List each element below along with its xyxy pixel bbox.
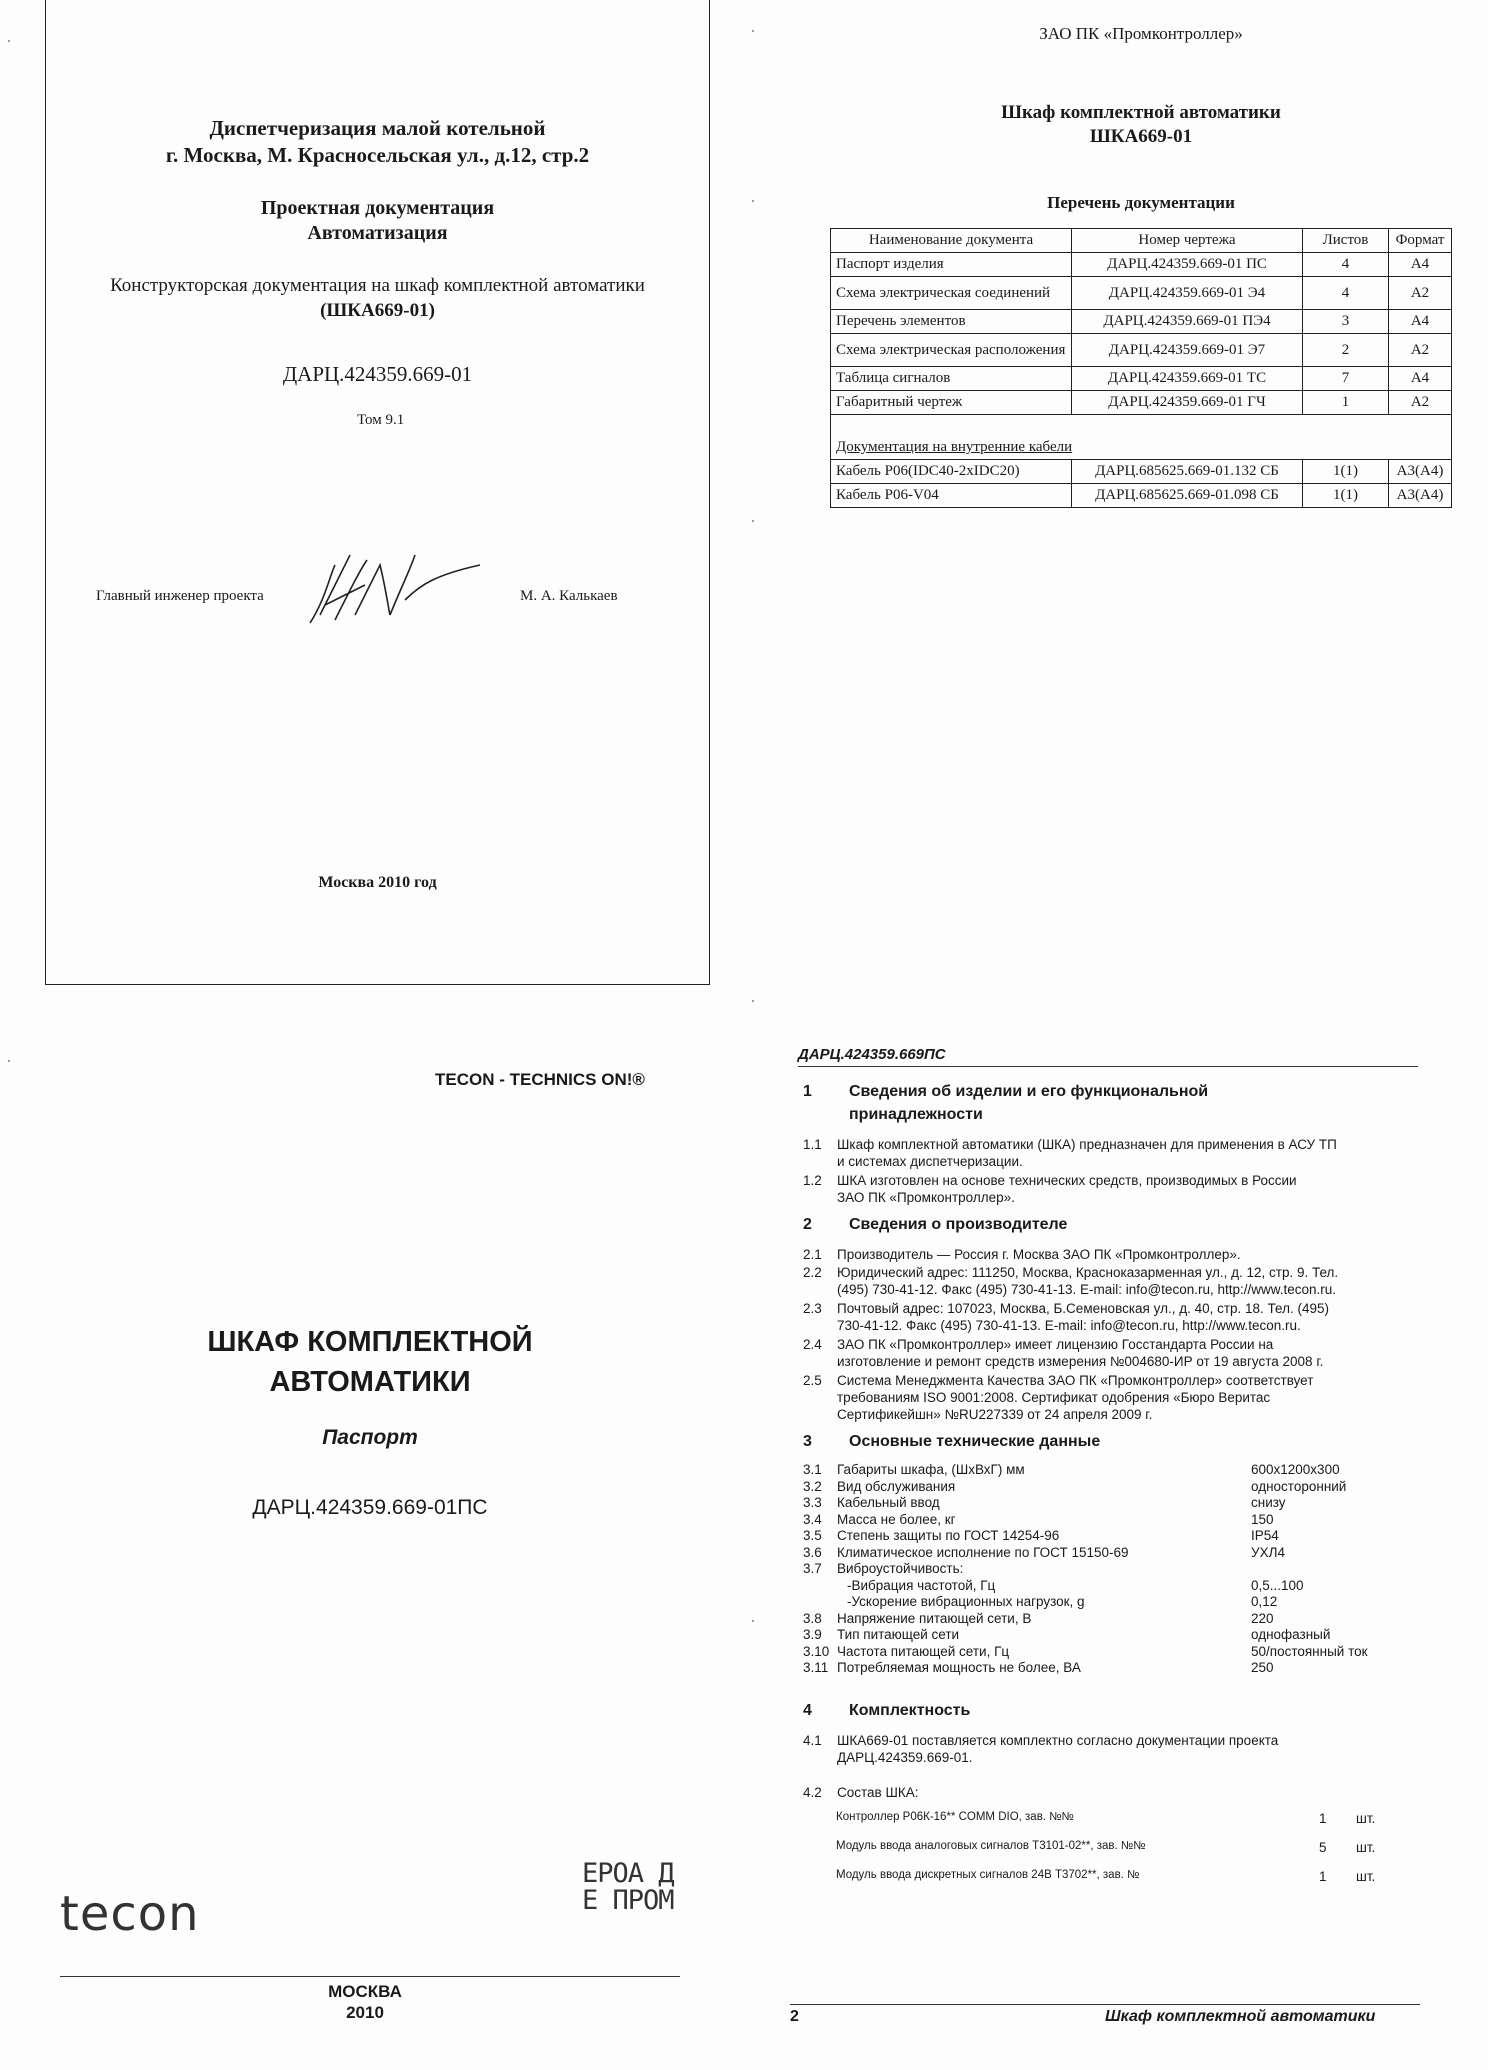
spec-value: 50/постоянный ток [1251,1643,1368,1659]
item-text: ЗАО ПК «Промконтроллер» имеет лицензию Госстандарта России на [837,1337,1274,1352]
header-code: ДАРЦ.424359.669ПС [798,1046,946,1063]
scan-speck [752,1620,754,1622]
item-number: 4.2 [803,1785,822,1800]
doc-format: А4 [1389,367,1452,391]
cabinet-title: Шкаф комплектной автоматики [1001,102,1281,123]
doc-code: ДАРЦ.424359.669-01 [282,362,473,386]
passport-subtitle: Паспорт [322,1426,418,1449]
title-page-footer: Москва 2010 год [318,874,437,891]
project-title-line1: Диспетчеризация малой котельной [209,116,546,140]
spec-name: Вид обслуживания [837,1478,956,1494]
spec-name: -Вибрация частотой, Гц [847,1577,996,1593]
spec-value: 0,5...100 [1251,1577,1304,1593]
volume-label: Том 9.1 [357,412,405,428]
cable-name: Кабель Р06-V04 [831,484,1072,508]
scan-speck [752,30,754,32]
section-number: 4 [803,1702,812,1719]
column-header: Формат [1389,229,1452,253]
item-text: и системах диспетчеризации. [837,1154,1023,1169]
item-text: ШКА669-01 поставляется комплектно согласно документации проекта [837,1733,1279,1748]
company-name: ЗАО ПК «Промконтроллер» [1039,24,1243,43]
item-text: Система Менеджмента Качества ЗАО ПК «Промконтроллер» соответствует [837,1373,1314,1388]
section-title: Основные технические данные [849,1433,1101,1450]
doc-list-title: Перечень документации [1047,193,1235,212]
doc-type-line2: Автоматизация [307,222,448,244]
item-number: 2.4 [803,1337,822,1352]
doc-number: ДАРЦ.424359.669-01 Э7 [1072,334,1303,367]
promcontroller-stamp-logo: ЕРОА ДЕ ПРОМ [582,1858,674,1916]
cover-divider [60,1976,680,1977]
scan-speck [752,1000,754,1002]
spec-name: Кабельный ввод [837,1495,940,1510]
section-title-cont: принадлежности [849,1106,983,1123]
doc-cabinet-code: (ШКА669-01) [320,300,435,321]
doc-name: Схема электрическая соединений [831,277,1072,310]
spec-value: УХЛ4 [1251,1544,1285,1560]
doc-number: ДАРЦ.424359.669-01 ПЭ4 [1072,310,1303,334]
spec-value: 220 [1251,1610,1274,1626]
table-row [831,310,1452,334]
cover-city: МОСКВА [328,1982,402,2001]
doc-format: А2 [1389,391,1452,415]
spec-name: Габариты шкафа, (ШхВхГ) мм [837,1462,1025,1477]
item-text: Почтовый адрес: 107023, Москва, Б.Семеновская ул., д. 40, стр. 18. Тел. (495) [837,1301,1329,1316]
doc-format: А4 [1389,253,1452,277]
cable-sheets: 1(1) [1303,460,1389,484]
spec-name: Частота питающей сети, Гц [837,1643,1010,1659]
component-qty: 1 [1319,1811,1327,1826]
item-text: Состав ШКА: [837,1785,919,1800]
spec-number: 3.9 [803,1627,822,1642]
spec-name: Виброустойчивость: [837,1561,964,1576]
spec-value: 250 [1251,1660,1274,1675]
table-row [831,484,1452,508]
doc-sheets: 7 [1303,367,1389,391]
signature-image [305,545,485,625]
doc-type-line1: Проектная документация [260,197,495,219]
section-title: Сведения о производителе [849,1216,1068,1233]
doc-sheets: 2 [1303,334,1389,367]
component-name: Контроллер Р06К-16** COMM DIO, зав. №№ [836,1811,1074,1823]
item-number: 2.1 [803,1247,822,1262]
cables-section-title: Документация на внутренние кабели [831,415,1452,460]
component-unit: шт. [1356,1869,1376,1884]
section-number: 3 [803,1433,812,1450]
doc-format: А2 [1389,277,1452,310]
cable-format: А3(А4) [1389,460,1452,484]
table-row [831,253,1452,277]
doc-number: ДАРЦ.424359.669-01 ТС [1072,367,1303,391]
spec-name: -Ускорение вибрационных нагрузок, g [847,1594,1085,1609]
item-text: ЗАО ПК «Промконтроллер». [837,1190,1015,1205]
item-text: ШКА изготовлен на основе технических средств, производимых в России [837,1173,1297,1188]
item-number: 1.1 [803,1137,822,1152]
doc-name: Таблица сигналов [831,367,1072,391]
spec-value: 150 [1251,1511,1274,1527]
doc-number: ДАРЦ.424359.669-01 Э4 [1072,277,1303,310]
item-text: Сертификейшн» №RU227339 от 24 апреля 2009 г. [837,1407,1153,1422]
section-title: Сведения об изделии и его функциональной [849,1083,1209,1100]
spec-number: 3.4 [803,1511,822,1527]
component-name: Модуль ввода дискретных сигналов 24В Т3702**, зав. № [836,1869,1140,1881]
table-section-row [831,415,1452,460]
item-text: Шкаф комплектной автоматики (ШКА) предназначен для применения в АСУ ТП [837,1137,1337,1152]
item-text: изготовление и ремонт средств измерения №004680-ИР от 19 августа 2008 г. [837,1354,1324,1369]
section-number: 2 [803,1216,812,1233]
item-text: Производитель — Россия г. Москва ЗАО ПК «Промконтроллер». [837,1247,1241,1262]
table-row [831,334,1452,367]
table-row [831,460,1452,484]
passport-title-line2: АВТОМАТИКИ [269,1366,471,1398]
spec-value: 0,12 [1251,1594,1278,1609]
cable-number: ДАРЦ.685625.669-01.098 СБ [1072,484,1303,508]
project-title-line2: г. Москва, М. Красносельская ул., д.12, стр.2 [165,143,590,167]
doc-format: А2 [1389,334,1452,367]
component-name: Модуль ввода аналоговых сигналов Т3101-02**, зав. №№ [836,1840,1146,1852]
footer-rule [790,2004,1420,2005]
spec-value: односторонний [1251,1478,1347,1494]
page-number: 2 [790,2008,799,2025]
scan-speck [8,40,10,42]
spec-number: 3.11 [803,1660,829,1675]
item-number: 4.1 [803,1733,822,1748]
scan-speck [752,200,754,202]
passport-title-line1: ШКАФ КОМПЛЕКТНОЙ [207,1326,533,1358]
spec-number: 3.10 [803,1643,830,1659]
spec-number: 3.8 [803,1610,822,1626]
engineer-name: М. А. Калькаев [520,588,618,604]
spec-name: Климатическое исполнение по ГОСТ 15150-69 [837,1544,1129,1560]
engineer-label: Главный инженер проекта [96,588,264,604]
item-text: (495) 730-41-12. Факс (495) 730-41-13. E-mail: info@tecon.ru, http://www.tecon.ru. [837,1282,1337,1297]
cable-name: Кабель Р06(IDC40-2xIDC20) [831,460,1072,484]
item-text: требованиям ISO 9001:2008. Сертификат одобрения «Бюро Веритас [837,1390,1271,1405]
spec-name: Тип питающей сети [837,1627,960,1642]
tecon-logo: tecon [60,1886,200,1942]
component-unit: шт. [1356,1840,1376,1855]
spec-value: снизу [1251,1495,1286,1510]
component-qty: 1 [1319,1869,1327,1884]
doc-sheets: 1 [1303,391,1389,415]
cable-sheets: 1(1) [1303,484,1389,508]
doc-name: Паспорт изделия [831,253,1072,277]
passport-code: ДАРЦ.424359.669-01ПС [252,1496,488,1519]
item-text: Юридический адрес: 111250, Москва, Красноказарменная ул., д. 12, стр. 9. Тел. [837,1265,1339,1280]
spec-number: 3.1 [803,1462,822,1477]
item-number: 1.2 [803,1173,822,1188]
component-row [836,1811,1376,1826]
item-number: 2.5 [803,1373,822,1388]
doc-sheets: 3 [1303,310,1389,334]
tecon-tagline: TECON - TECHNICS ON!® [435,1070,645,1089]
section-number: 1 [803,1083,812,1100]
doc-number: ДАРЦ.424359.669-01 ПС [1072,253,1303,277]
spec-number: 3.3 [803,1495,822,1510]
spec-value: 600х1200х300 [1251,1462,1340,1477]
column-header: Наименование документа [831,229,1072,253]
spec-name: Масса не более, кг [837,1511,956,1527]
spec-name: Потребляемая мощность не более, ВА [837,1660,1081,1675]
spec-number: 3.7 [803,1561,822,1576]
doc-sheets: 4 [1303,277,1389,310]
column-header: Номер чертежа [1072,229,1303,253]
footer-title: Шкаф комплектной автоматики [1105,2008,1376,2025]
doc-list-table [830,228,1452,508]
cable-number: ДАРЦ.685625.669-01.132 СБ [1072,460,1303,484]
component-row [836,1869,1376,1884]
doc-number: ДАРЦ.424359.669-01 ГЧ [1072,391,1303,415]
component-qty: 5 [1319,1840,1327,1855]
item-text: ДАРЦ.424359.669-01. [837,1750,973,1765]
spec-number: 3.5 [803,1528,822,1543]
spec-number: 3.2 [803,1478,822,1494]
component-row [836,1840,1376,1855]
spec-value: IP54 [1251,1528,1279,1543]
doc-format: А4 [1389,310,1452,334]
cabinet-code: ШКА669-01 [1089,126,1193,147]
tech-specs-list [803,1462,1423,1682]
item-number: 2.2 [803,1265,822,1280]
cover-year: 2010 [346,2003,384,2022]
table-row [831,277,1452,310]
item-text: 730-41-12. Факс (495) 730-41-13. E-mail: info@tecon.ru, http://www.tecon.ru. [837,1318,1301,1333]
column-header: Листов [1303,229,1389,253]
item-number: 2.3 [803,1301,822,1316]
doc-sheets: 4 [1303,253,1389,277]
table-row [831,391,1452,415]
spec-number: 3.6 [803,1544,822,1560]
spec-name: Степень защиты по ГОСТ 14254-96 [837,1528,1060,1543]
section-title: Комплектность [849,1702,971,1719]
scan-speck [752,520,754,522]
scan-speck [8,1060,10,1062]
spec-value: однофазный [1251,1627,1331,1642]
header-rule [798,1066,1418,1067]
doc-name: Габаритный чертеж [831,391,1072,415]
doc-name: Схема электрическая расположения [831,334,1072,367]
cable-format: А3(А4) [1389,484,1452,508]
table-header-row [831,229,1452,253]
component-unit: шт. [1356,1811,1376,1826]
spec-name: Напряжение питающей сети, В [837,1610,1032,1626]
doc-description: Конструкторская документация на шкаф комплектной автоматики [110,275,645,296]
doc-name: Перечень элементов [831,310,1072,334]
table-row [831,367,1452,391]
